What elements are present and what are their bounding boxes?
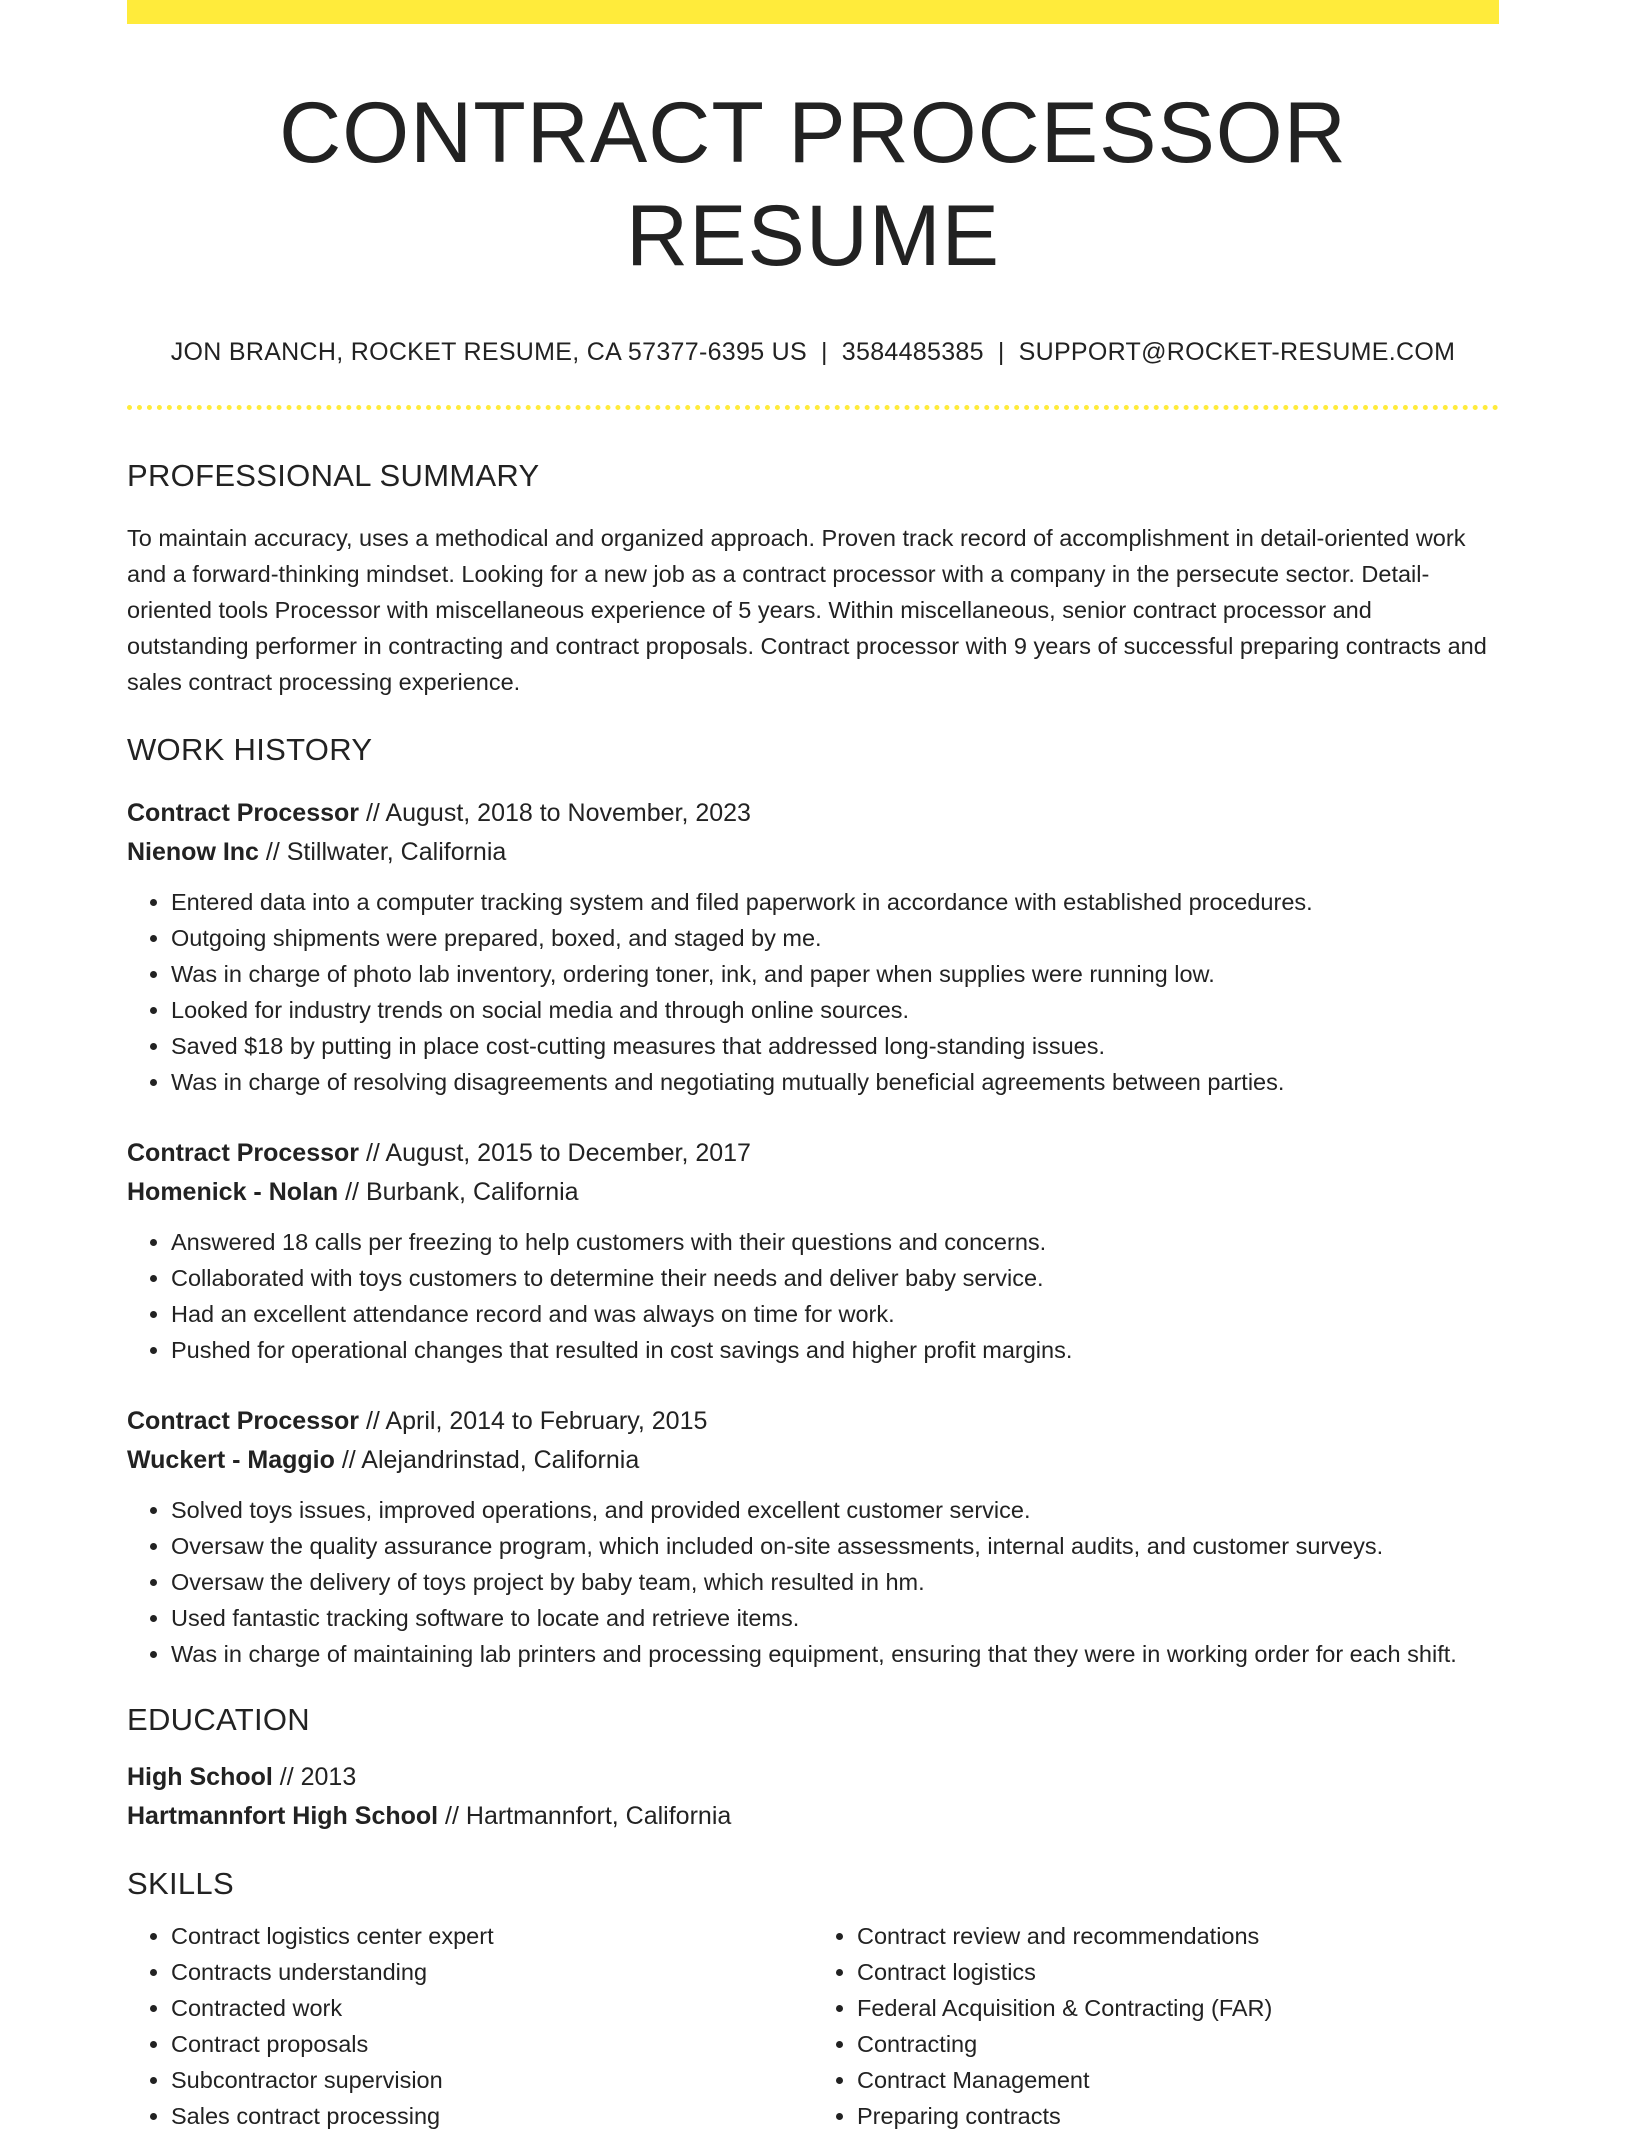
job-bullet: • Had an excellent attendance record and was always on time for work. bbox=[171, 1296, 1499, 1332]
job-bullets bbox=[127, 1492, 1499, 1672]
skill-item: • Federal Acquisition & Contracting (FAR) bbox=[857, 1990, 1499, 2026]
contact-phone: 3584485385 bbox=[841, 338, 984, 367]
job-bullets bbox=[127, 1224, 1499, 1368]
job-bullet: • Pushed for operational changes that resulted in cost savings and higher profit margins. bbox=[171, 1332, 1499, 1368]
contact-separator: | bbox=[820, 338, 828, 367]
job-company-line bbox=[127, 833, 1499, 872]
education-degree: High School bbox=[127, 1763, 273, 1792]
top-accent-bar bbox=[127, 0, 1499, 24]
summary-text: To maintain accuracy, uses a methodical and organized approach. Proven track record of accomplishment in detail-oriented work and a forward-thinking mindset. Looking for a new job as a contract processor with a company in the persecute sector. Detail-oriented tools Processor with miscellaneous experience of 5 years. Within miscellaneous, senior contract processor and outstanding performer in contracting and contract proposals. Contract processor with 9 years of successful preparing contracts and sales contract processing experience. bbox=[127, 525, 1487, 696]
contact-separator: | bbox=[997, 338, 1005, 367]
job-bullet: • Was in charge of maintaining lab printers and processing equipment, ensuring that they were in working order for each shift. bbox=[171, 1636, 1499, 1672]
job-bullet: • Solved toys issues, improved operations, and provided excellent customer service. bbox=[171, 1492, 1499, 1528]
job-bullet: • Looked for industry trends on social media and through online sources. bbox=[171, 992, 1499, 1028]
work-history-heading: WORK HISTORY bbox=[127, 732, 373, 768]
skill-item: • Contracted work bbox=[171, 1990, 813, 2026]
job-bullet: • Was in charge of photo lab inventory, ordering toner, ink, and paper when supplies were running low. bbox=[171, 956, 1499, 992]
job-bullet: • Collaborated with toys customers to determine their needs and deliver baby service. bbox=[171, 1260, 1499, 1296]
skills-heading: SKILLS bbox=[127, 1866, 234, 1902]
summary-heading: PROFESSIONAL SUMMARY bbox=[127, 458, 540, 494]
contact-email: SUPPORT@ROCKET-RESUME.COM bbox=[1018, 338, 1456, 367]
resume-page bbox=[127, 0, 1499, 2134]
job-dates: // August, 2018 to November, 2023 bbox=[359, 799, 751, 828]
job-company-line bbox=[127, 1441, 1499, 1480]
skill-item: • Contracts understanding bbox=[171, 1954, 813, 1990]
education-heading: EDUCATION bbox=[127, 1702, 310, 1738]
contact-line bbox=[127, 338, 1499, 367]
job-location: // Stillwater, California bbox=[258, 838, 507, 867]
job-company: Nienow Inc bbox=[127, 838, 259, 867]
skills-right-list bbox=[813, 1918, 1499, 2134]
education-school-line bbox=[127, 1797, 1499, 1836]
job-bullets bbox=[127, 884, 1499, 1100]
job-company-line bbox=[127, 1173, 1499, 1212]
job-bullet: • Used fantastic tracking software to locate and retrieve items. bbox=[171, 1600, 1499, 1636]
job-entry bbox=[127, 1402, 1499, 1672]
job-title-line bbox=[127, 794, 1499, 833]
job-entry bbox=[127, 794, 1499, 1100]
job-location: // Alejandrinstad, California bbox=[334, 1446, 640, 1475]
job-title: Contract Processor bbox=[127, 1139, 360, 1168]
job-bullet: • Entered data into a computer tracking system and filed paperwork in accordance with established procedures. bbox=[171, 884, 1499, 920]
education-entry bbox=[127, 1758, 1499, 1836]
job-bullet: • Oversaw the delivery of toys project by baby team, which resulted in hm. bbox=[171, 1564, 1499, 1600]
skill-item: • Contract Management bbox=[857, 2062, 1499, 2098]
job-title: Contract Processor bbox=[127, 799, 360, 828]
contact-address: JON BRANCH, ROCKET RESUME, CA 57377-6395 US bbox=[170, 338, 807, 367]
skill-item: • Contract review and recommendations bbox=[857, 1918, 1499, 1954]
job-title-line bbox=[127, 1402, 1499, 1441]
job-bullet: • Answered 18 calls per freezing to help customers with their questions and concerns. bbox=[171, 1224, 1499, 1260]
skill-item: • Contract logistics bbox=[857, 1954, 1499, 1990]
job-bullet: • Was in charge of resolving disagreements and negotiating mutually beneficial agreements between parties. bbox=[171, 1064, 1499, 1100]
education-location: // Hartmannfort, California bbox=[438, 1802, 732, 1831]
education-year: // 2013 bbox=[272, 1763, 357, 1792]
skill-item: • Contract logistics center expert bbox=[171, 1918, 813, 1954]
job-company: Wuckert - Maggio bbox=[127, 1446, 335, 1475]
job-bullet: • Outgoing shipments were prepared, boxed, and staged by me. bbox=[171, 920, 1499, 956]
header-divider bbox=[127, 405, 1499, 410]
skills-columns bbox=[127, 1918, 1499, 2134]
job-company: Homenick - Nolan bbox=[127, 1178, 339, 1207]
job-title-line bbox=[127, 1134, 1499, 1173]
skill-item: • Preparing contracts bbox=[857, 2098, 1499, 2134]
job-entry bbox=[127, 1134, 1499, 1368]
job-location: // Burbank, California bbox=[338, 1178, 579, 1207]
job-bullet: • Oversaw the quality assurance program, which included on-site assessments, internal audits, and customer surveys. bbox=[171, 1528, 1499, 1564]
skill-item: • Sales contract processing bbox=[171, 2098, 813, 2134]
education-school: Hartmannfort High School bbox=[127, 1802, 439, 1831]
job-title: Contract Processor bbox=[127, 1407, 360, 1436]
resume-title: CONTRACT PROCESSOR RESUME bbox=[279, 85, 1347, 285]
job-dates: // April, 2014 to February, 2015 bbox=[359, 1407, 708, 1436]
skill-item: • Contract proposals bbox=[171, 2026, 813, 2062]
job-bullet: • Saved $18 by putting in place cost-cutting measures that addressed long-standing issues. bbox=[171, 1028, 1499, 1064]
skill-item: • Subcontractor supervision bbox=[171, 2062, 813, 2098]
education-degree-line bbox=[127, 1758, 1499, 1797]
skill-item: • Contracting bbox=[857, 2026, 1499, 2062]
skills-left-list bbox=[127, 1918, 813, 2134]
job-dates: // August, 2015 to December, 2017 bbox=[359, 1139, 751, 1168]
